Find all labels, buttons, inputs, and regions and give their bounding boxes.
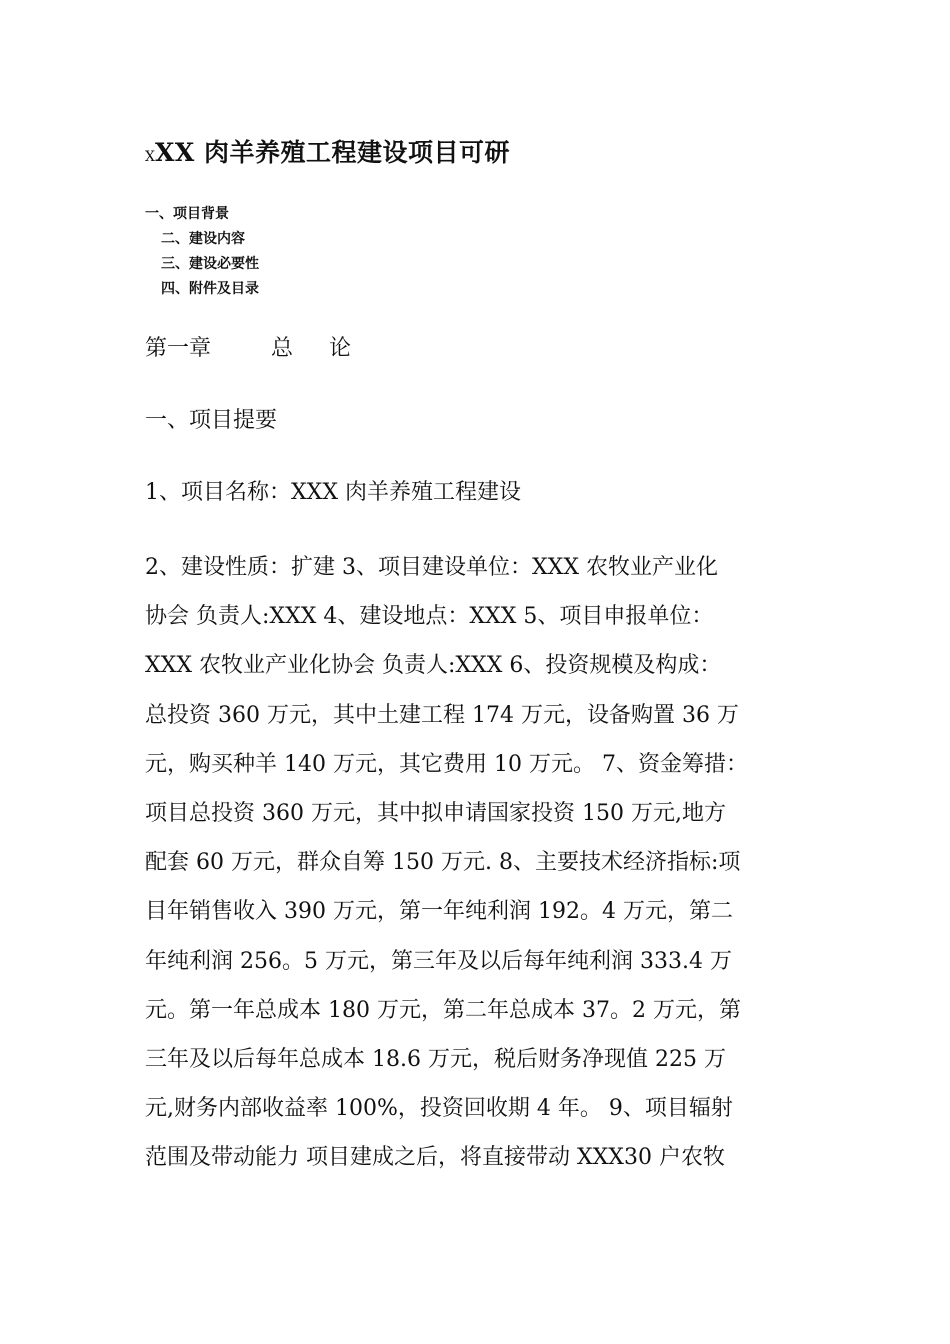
body-line: 元。第一年总成本 180 万元，第二年总成本 37。2 万元，第: [145, 997, 741, 1023]
chapter-heading: [145, 331, 387, 362]
body-line: 总投资 360 万元，其中土建工程 174 万元，设备购置 36 万: [145, 702, 739, 728]
body-line: 三年及以后每年总成本 18.6 万元，税后财务净现值 225 万: [145, 1047, 726, 1073]
toc-item-necessity: 三、建设必要性: [161, 256, 259, 272]
table-of-contents: [145, 202, 259, 302]
body-line: XXX 农牧业产业化协会 负责人:XXX 6、投资规模及构成：: [145, 653, 722, 679]
section-heading: 一、项目提要: [145, 408, 278, 433]
body-line: 配套 60 万元，群众自筹 150 万元. 8、主要技术经济指标:项: [145, 850, 741, 876]
body-line: 范围及带动能力 项目建成之后，将直接带动 XXX30 户农牧: [145, 1145, 725, 1171]
body-line: 元，购买种羊 140 万元，其它费用 10 万元。 7、资金筹措：: [145, 751, 748, 777]
toc-item-construction: 二、建设内容: [161, 231, 245, 247]
title-prefix: X: [145, 149, 155, 165]
body-paragraph: [145, 543, 805, 1183]
body-line: 目年销售收入 390 万元，第一年纯利润 192。4 万元，第二: [145, 899, 733, 925]
toc-item-appendix: 四、附件及目录: [161, 281, 259, 297]
project-name-item: 1、项目名称：XXX 肉羊养殖工程建设: [145, 480, 521, 505]
body-line: 项目总投资 360 万元，其中拟申请国家投资 150 万元,地方: [145, 801, 726, 827]
document-title: [145, 133, 510, 169]
body-line: 元,财务内部收益率 100%，投资回收期 4 年。 9、项目辐射: [145, 1096, 733, 1122]
title-text: XX 肉羊养殖工程建设项目可研: [154, 138, 510, 167]
body-line: 年纯利润 256。5 万元，第三年及以后每年纯利润 333.4 万: [145, 948, 732, 974]
body-line: 2、建设性质：扩建 3、项目建设单位：XXX 农牧业产业化: [145, 555, 718, 580]
toc-item-background: 一、项目背景: [145, 206, 229, 222]
chapter-label: 第一章: [145, 336, 212, 361]
body-line: 协会 负责人:XXX 4、建设地点：XXX 5、项目申报单位：: [145, 604, 714, 630]
chapter-title: 总论: [271, 336, 388, 361]
